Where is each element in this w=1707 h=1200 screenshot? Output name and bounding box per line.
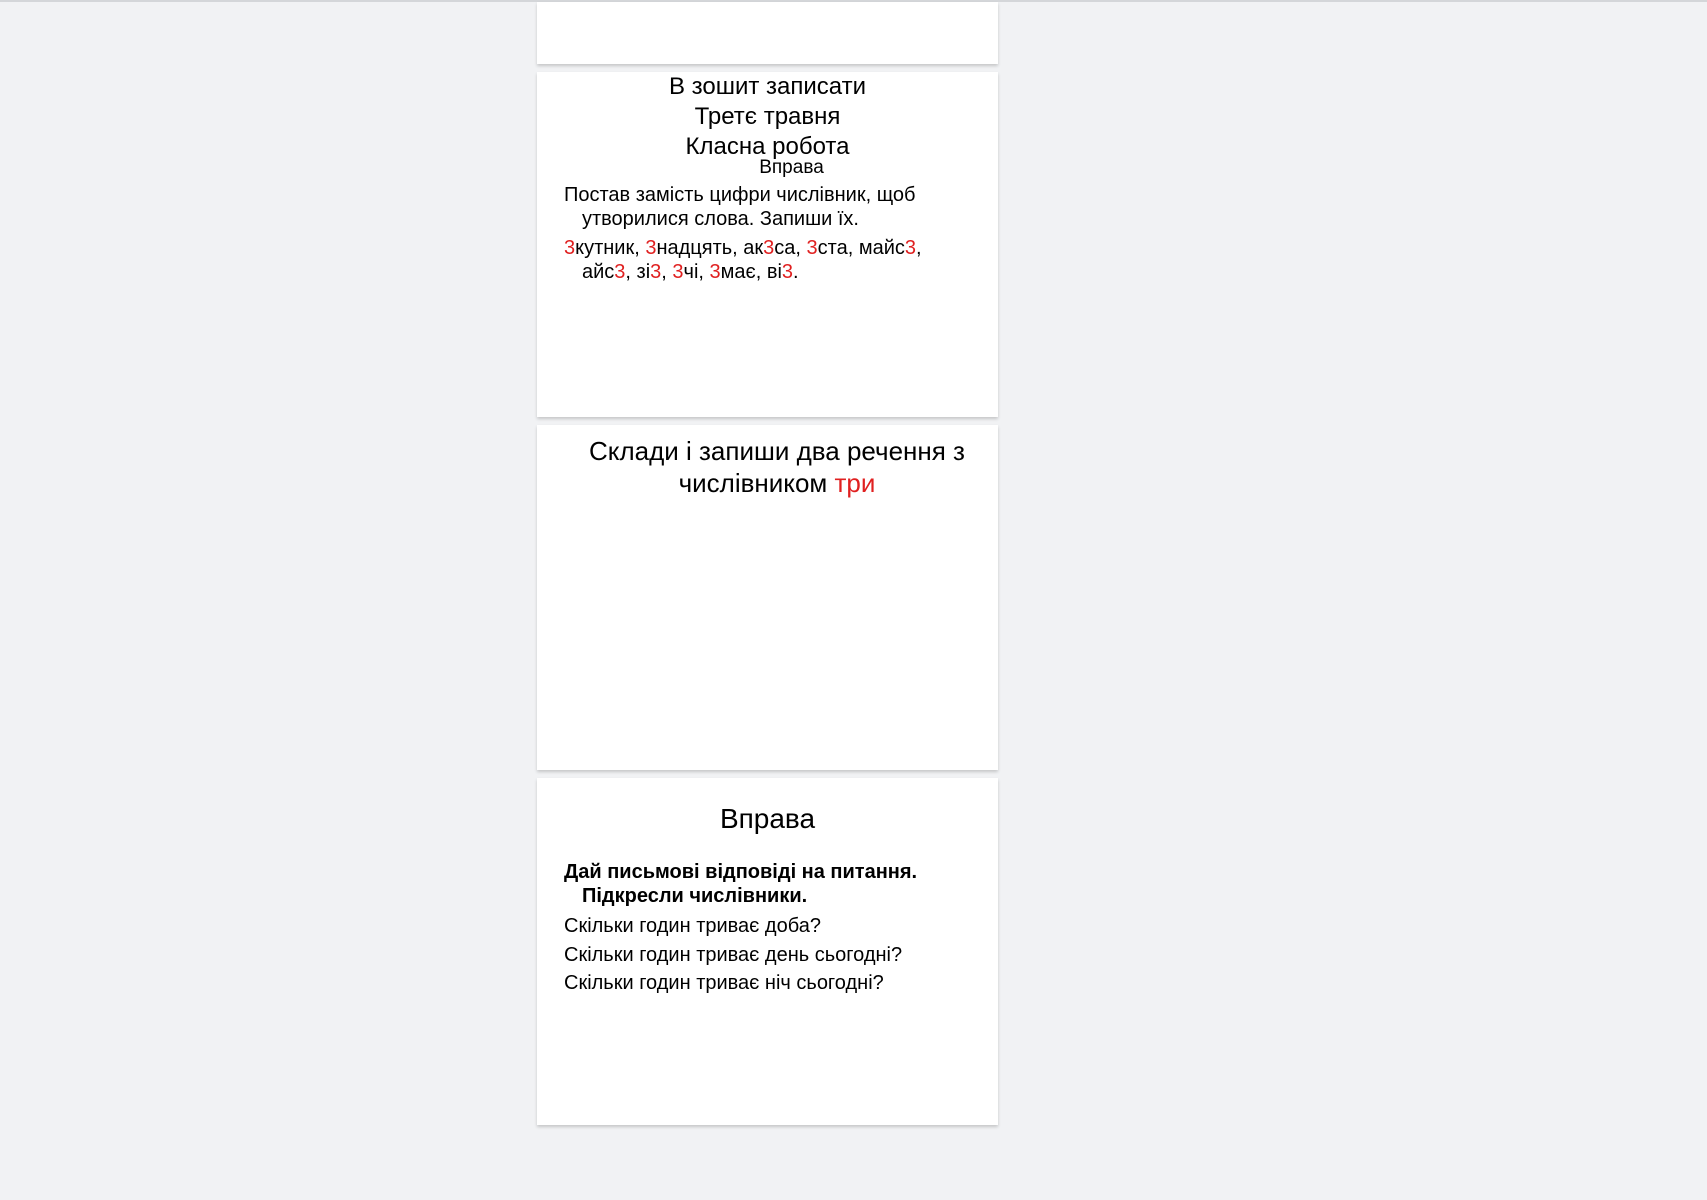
word-part: кутник, — [575, 237, 646, 259]
slide-thumbnail-2[interactable] — [537, 72, 998, 417]
word-part: має, ві — [720, 261, 782, 283]
digit-mark: 3 — [645, 237, 657, 259]
task-line-1: Дай письмові відповіді на питання. — [564, 861, 918, 883]
word-part: айс — [582, 261, 615, 283]
question-2: Скільки годин триває день сьогодні? — [564, 944, 903, 966]
task-line-2: Підкресли числівники. — [582, 885, 808, 907]
exercise-words — [564, 236, 984, 284]
question-3: Скільки годин триває ніч сьогодні? — [564, 972, 884, 994]
digit-mark: 3 — [672, 261, 684, 283]
instruction-line-2: утворилися слова. Запиши їх. — [582, 208, 859, 230]
digit-mark: 3 — [564, 237, 576, 259]
slide-date-line: Третє травня — [694, 103, 841, 130]
slide-exercise-label: Вправа — [759, 157, 824, 178]
task-text: Склади і запиши два речення з числівником — [589, 436, 965, 498]
words-line-2 — [564, 260, 984, 284]
word-part: са, — [774, 237, 807, 259]
word-part: , зі — [625, 261, 651, 283]
word-part: чі, — [683, 261, 710, 283]
exercise-instruction — [564, 183, 984, 231]
question-1: Скільки годин триває доба? — [564, 915, 821, 937]
slide-thumbnail-4[interactable] — [537, 778, 998, 1125]
slide-title: Вправа — [719, 803, 816, 834]
slide-title-line: В зошит записати — [668, 73, 867, 100]
digit-mark: 3 — [709, 261, 721, 283]
digit-mark: 3 — [904, 237, 917, 259]
slide-classwork-line: Класна робота — [685, 133, 850, 160]
slide-thumbnail-1[interactable] — [537, 2, 998, 64]
word-part: надцять, ак — [656, 237, 764, 259]
instruction-line-1: Постав замість цифри числівник, щоб — [564, 184, 916, 206]
digit-mark: 3 — [614, 261, 626, 283]
slide-thumbnail-3[interactable] — [537, 425, 998, 770]
word-part: . — [793, 261, 799, 283]
digit-mark: 3 — [763, 237, 775, 259]
digit-mark: 3 — [650, 261, 662, 283]
digit-mark: 3 — [806, 237, 818, 259]
slide-task-text — [577, 435, 977, 499]
word-part: , — [661, 261, 673, 283]
digit-mark: 3 — [781, 261, 794, 283]
word-part: , — [916, 237, 922, 259]
task-instruction — [564, 860, 984, 908]
task-highlight-word: три — [834, 468, 876, 498]
word-part: ста, майс — [817, 237, 905, 259]
